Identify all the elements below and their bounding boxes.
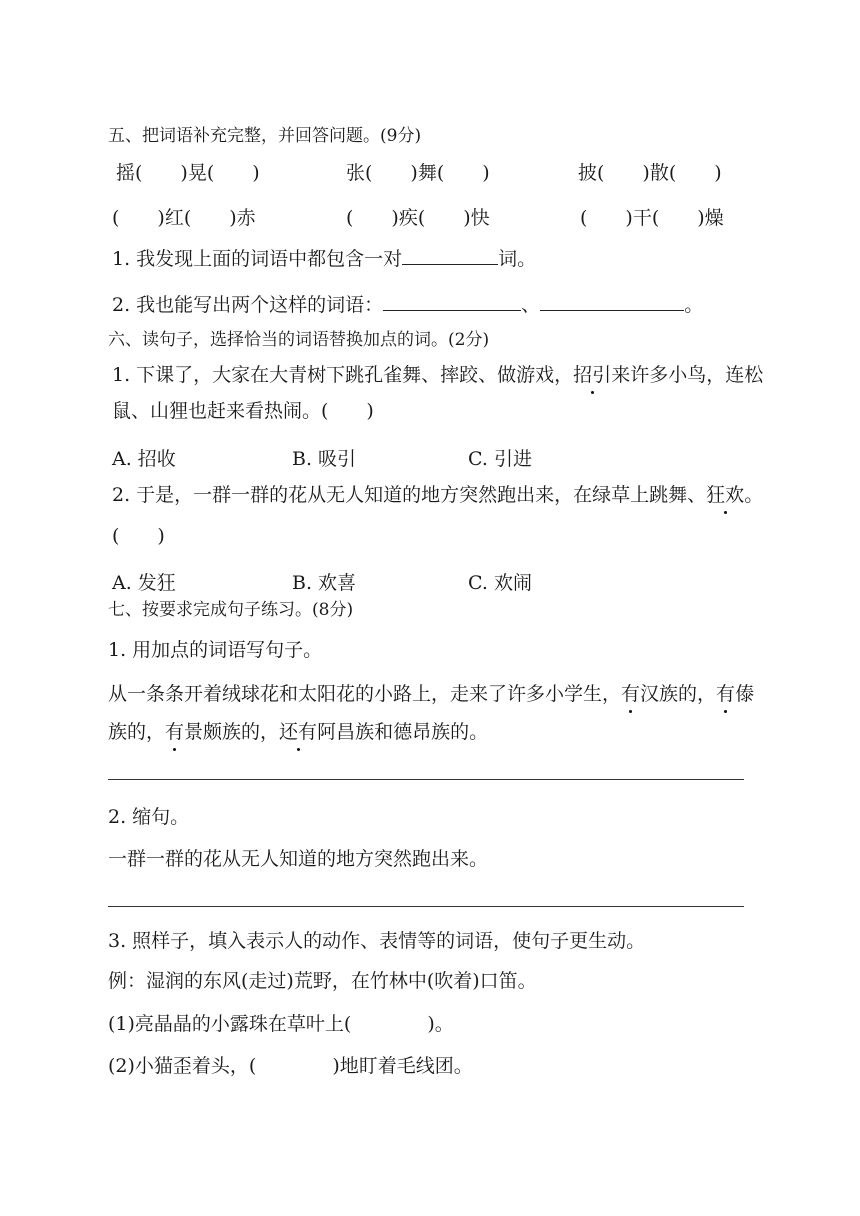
dotted-word: 有 [621,683,641,705]
question-7-1-line1 [108,685,754,704]
sentence-text: 阿昌族和德昂族的。 [317,721,489,743]
question-5-1 [112,250,536,269]
dotted-word: 还有 [279,721,318,743]
option-b[interactable]: B. 吸引 [292,448,357,470]
word-fill-2[interactable]: 张( )舞( ) [346,162,490,184]
sentence-text: 2. 于是，一群一群的花从无人知道的地方突然跑出来，在绿草上跳舞、 [112,484,707,506]
question-7-1-title: 1. 用加点的词语写句子。 [108,639,323,661]
question-6-2-line1 [112,486,763,505]
sentence-text: 傣 [735,683,755,705]
sentence-text: 从一条条开着绒球花和太阳花的小路上，走来了许多小学生， [108,683,622,705]
question-7-2-title: 2. 缩句。 [108,806,190,828]
section-5-title: 五、把词语补充完整，并回答问题。(9分) [108,126,422,146]
question-6-1-line1 [112,366,763,385]
question-7-3-title: 3. 照样子，填入表示人的动作、表情等的词语，使句子更生动。 [108,930,646,952]
dotted-word: 有 [165,721,185,743]
word-fill-4[interactable]: ( )红( )赤 [112,207,256,229]
word-fill-1[interactable]: 摇( )晃( ) [116,162,260,184]
question-7-1-line2 [108,723,488,742]
question-7-3-item-2[interactable]: (2)小猫歪着头，( )地盯着毛线团。 [108,1055,473,1077]
answer-line[interactable] [108,779,744,780]
word-fill-6[interactable]: ( )干( )燥 [580,207,724,229]
answer-blank[interactable] [402,263,498,265]
question-5-2-end: 。 [684,294,704,316]
dotted-word: 有 [716,683,736,705]
sentence-text: 来许多小鸟，连松 [611,364,764,386]
answer-blank[interactable] [540,309,684,311]
question-5-2-sep: 、 [521,294,541,316]
dotted-word: 狂欢 [706,484,745,506]
word-fill-5[interactable]: ( )疾( )快 [346,207,490,229]
section-6-title: 六、读句子，选择恰当的词语替换加点的词。(2分) [108,330,490,350]
sentence-text: 汉族的， [640,683,717,705]
question-7-3-example: 例：湿润的东风(走过)荒野，在竹林中(吹着)口笛。 [108,970,537,992]
section-7-title: 七、按要求完成句子练习。(8分) [108,600,354,620]
question-6-1-line2: 鼠、山狸也赶来看热闹。( ) [112,400,374,422]
sentence-text: 1. 下课了，大家在大青树下跳孔雀舞、摔跤、做游戏， [112,364,574,386]
question-7-3-item-1[interactable]: (1)亮晶晶的小露珠在草叶上( )。 [108,1013,454,1035]
option-a[interactable]: A. 招收 [112,448,176,470]
option-c[interactable]: C. 欢闹 [468,572,532,594]
option-a[interactable]: A. 发狂 [112,572,176,594]
question-6-2-line2: ( ) [112,525,165,547]
sentence-text: 景颇族的， [184,721,280,743]
question-5-2 [112,296,703,315]
question-5-2-text: 2. 我也能写出两个这样的词语： [112,294,384,316]
answer-line[interactable] [108,906,744,907]
option-c[interactable]: C. 引进 [468,448,532,470]
answer-blank[interactable] [383,309,521,311]
word-fill-3[interactable]: 披( )散( ) [578,162,722,184]
question-7-2-sentence: 一群一群的花从无人知道的地方突然跑出来。 [108,848,489,870]
question-5-1-end: 词。 [498,248,537,270]
sentence-text: 。 [744,484,764,506]
option-b[interactable]: B. 欢喜 [292,572,357,594]
dotted-word: 招引 [573,364,612,386]
question-5-1-text: 1. 我发现上面的词语中都包含一对 [112,248,403,270]
sentence-text: 族的， [108,721,166,743]
